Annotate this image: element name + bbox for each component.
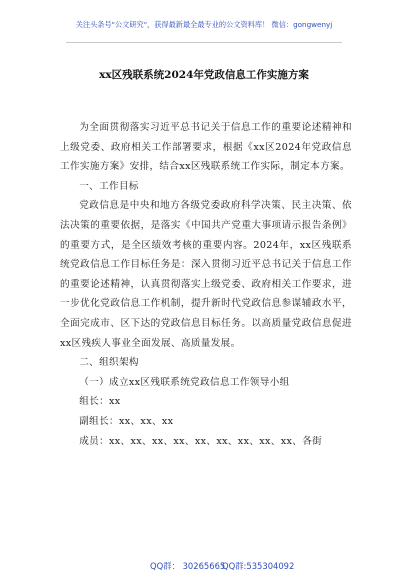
subsection-heading-leading-group: （一）成立xx区残联系统党政信息工作领导小组 bbox=[79, 376, 290, 388]
section-heading-organization: 二、组织架构 bbox=[79, 357, 139, 369]
deputy-leader-line: 副组长：xx、xx、xx bbox=[79, 415, 174, 427]
header-banner: 关注头条号"公文研究"，获得最新最全最专业的公文资料库！ 微信：gongwenyj bbox=[75, 20, 333, 29]
document-title: xx区残联系统2024年党政信息工作实施方案 bbox=[99, 69, 309, 81]
goals-paragraph: 党政信息是中央和地方各级党委政府科学决策、民主决策、依法决策的重要依据，是落实《中国共产党重大事项请示报告条例》的重要方式，是全区绩效考核的重要内容。2024年，xx区残联系统党政信息工作目标任务是：深入贯彻习近平总书记关于信息工作的重要论述精神，认真贯彻落实上级党委、政府相关工作要求，进一步优化党政信息工作机制，提升新时代党政信息参谋辅政水平，全面完成市、区下达的党政信息目标任务。以高质量党政信息促进xx区残疾人事业全面发展、高质量发展。 bbox=[60, 200, 352, 349]
footer-qq-group-1: QQ群： 30265665 bbox=[150, 561, 226, 571]
intro-paragraph: 为全面贯彻落实习近平总书记关于信息工作的重要论述精神和上级党委、政府相关工作部署要求，根据《xx区2024年党政信息工作实施方案》安排，结合xx区残联系统工作实际，制定本方案。 bbox=[60, 122, 352, 173]
document-body bbox=[60, 118, 352, 451]
members-line: 成员：xx、xx、xx、xx、xx、xx、xx、xx、xx、各街 bbox=[79, 435, 323, 447]
section-heading-goals: 一、工作目标 bbox=[79, 180, 139, 192]
group-leader-line: 组长：xx bbox=[79, 396, 121, 408]
footer-qq-group-2: QQ群:535304092 bbox=[222, 561, 295, 571]
header-divider bbox=[66, 42, 342, 43]
